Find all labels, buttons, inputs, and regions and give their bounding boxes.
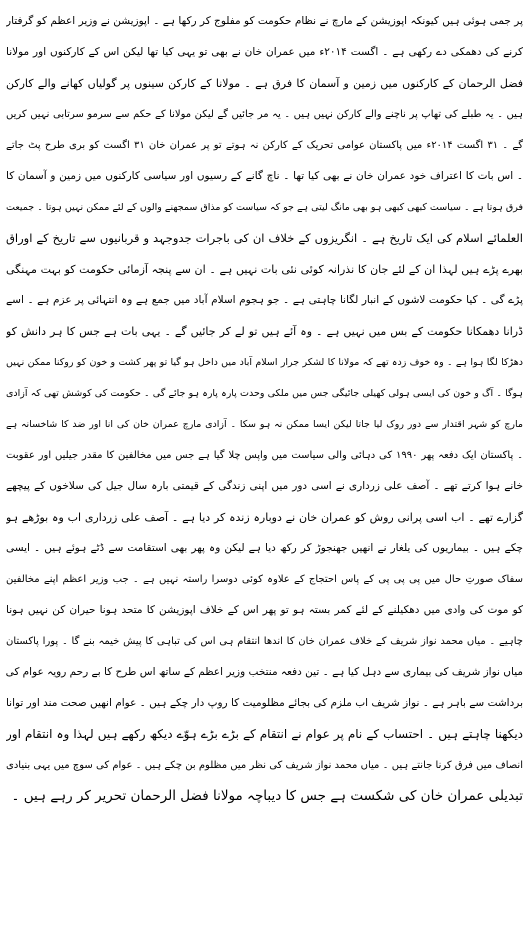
text-line-21: چاہیے ۔ میاں محمد نواز شریف کے خلاف عمران خان کا اندھا انتقام ہی اس کی تباہی کا پیش خیمہ بنے گا ۔ پورا پاکستان [6,636,523,647]
text-line-6: ۔ اس بات کا اعتراف خود عمران خان نے بھی کیا تھا ۔ ناچ گانے کے رسیوں اور سیاسی کارکنوں میں زمین و آسمان کا [6,170,523,182]
text-line-23: برداشت سے باہر ہے ۔ نواز شریف اب ملزم کی بجائے مظلومیت کا روپ دار چکے ہیں ۔ عوام انھیں صحت مند اور توانا [6,697,523,709]
text-line-18: چکے ہیں ۔ بیماریوں کی یلغار نے انھیں جھنجوڑ کر رکھ دیا ہے لیکن وہ پھر بھی استقامت سے ڈٹے ہوئے ہیں ۔ ایسی [6,542,523,554]
text-line-24: دیکھنا چاہتے ہیں ۔ احتساب کے نام پر عوام نے انتقام کے بڑے بڑے ہوّے دیکھ رکھے ہیں لہذا وہ انتقام اور [6,727,523,741]
text-line-22: میاں نواز شریف کی بیماری سے دہل کیا ہے ۔ تین دفعہ منتخب وزیر اعظم کے ساتھ اس طرح کا بے رحم رویہ عوام کی [6,666,523,678]
text-line-19: سفاک صورتِ حال میں پی پی پی کے پاس احتجاج کے علاوہ کوئی دوسرا راستہ نہیں ہے ۔ جب وزیر اعظم اپنے مخالفین [6,574,523,585]
text-line-3: فضل الرحمان کے کارکنوں میں زمین و آسمان کا فرق ہے ۔ مولانا کے کارکن سینوں پر گولیاں کھانے والے کارکن [6,77,523,90]
text-line-2: کرنے کی دھمکی دے رکھی ہے ۔ اگست ۲۰۱۴ء میں عمران خان نے بھی تو یہی کیا تھا لیکن اس کے کارکنوں اور مولانا [6,46,523,58]
text-line-7: فرق ہوتا ہے ۔ سیاست کبھی کبھی ہو بھی مانگ لیتی ہے جو کہ سیاست کو مذاق سمجھنے والوں کے لئے ممکن نہیں ہوتا ۔ جمیعت [6,202,523,213]
text-line-15: ۔ پاکستان ایک دفعہ پھر ۱۹۹۰ کی دہائی والی سیاست میں واپس چلا گیا ہے جس میں مخالفین کا مقدر جیلیں اور عقوبت [6,450,523,461]
text-line-16: خانے ہوا کرتے تھے ۔ آصف علی زرداری نے اسی دور میں اپنی زندگی کے قیمتی بارہ سال جیل کی سلاخوں کے پیچھے [6,480,523,492]
text-line-1: پر جمی ہوئی ہیں کیونکہ اپوزیشن کے مارچ نے نظام حکومت کو مفلوج کر رکھا ہے ۔ اپوزیشن نے وزیر اعظم کو گرفتار [6,15,523,27]
text-line-11: ڈرانا دھمکانا حکومت کے بس میں نہیں ہے ۔ وہ آئے ہیں تو لے کر جائیں گے ۔ یہی بات ہے جس کا ہر دانش کو [6,325,523,338]
text-line-14: مارچ کو شہر اقتدار سے دور روک لیا جاتا لیکن ایسا ممکن نہ ہو سکا ۔ آزادی مارچ عمران خان کی انا اور ضد کا شاخسانہ ہے [6,419,523,430]
text-line-13: ہوگا ۔ آگ و خون کی ایسی ہولی کھیلی جائیگی جس میں ملکی وحدت پارہ پارہ ہو جائے گی ۔ حکومت کی کوشش تھی کہ آزادی [6,388,523,399]
text-line-5: گے ۔ ۳۱ اگست ۲۰۱۴ء میں پاکستان عوامی تحریک کے کارکن نہ ہوتے تو پر عمران خان ۳۱ اگست کو بری طرح پٹ جاتے [6,140,523,151]
text-line-12: دھڑکا لگا ہوا ہے ۔ وہ خوف زدہ تھے کہ مولانا کا لشکر جرار اسلام آباد میں داخل ہو گیا تو پھر کشت و خون کو روکنا ممکن نہیں [6,357,523,368]
text-line-8: العلمائے اسلام کی ایک تاریخ ہے ۔ انگریزوں کے خلاف ان کی باجرات جدوجہد و قربانیوں سے تاریخ کے اوراق [6,231,523,245]
text-line-26: تبدیلی عمران خان کی شکست ہے جس کا دیباچہ مولانا فضل الرحمان تحریر کر رہے ہیں ۔ [11,788,523,804]
text-line-17: گزارے تھے ۔ اب اسی پرانی روش کو عمران خان نے دوبارہ زندہ کر دیا ہے ۔ آصف علی زرداری اب وہ بوڑھے ہو [6,511,523,524]
text-line-20: کو موت کی وادی میں دھکیلنے کے لئے کمر بستہ ہو تو پھر اس کے خلاف اپوزیشن کا متحد ہونا حیران کن نہیں ہونا [6,604,523,616]
text-line-9: بھرے پڑے ہیں لہذا ان کے لئے جان کا نذرانہ کوئی نئی بات نہیں ہے ۔ ان سے پنجہ آزمائی حکومت کو بہت مہنگی [6,263,523,276]
text-line-4: ہیں ۔ یہ طبلے کی تھاپ پر ناچنے والے کارکن نہیں ہیں ۔ یہ مر جائیں گے لیکن مولانا کے حکم سے سرمو سرتابی نہیں کریں [6,109,523,120]
text-line-25: انصاف میں فرق کرنا جانتے ہیں ۔ میاں محمد نواز شریف کی نظر میں مظلوم بن چکے ہیں ۔ عوام کی سوچ میں یہی بنیادی [6,760,523,771]
text-line-10: پڑے گی ۔ کیا حکومت لاشوں کے انبار لگانا چاہتی ہے ۔ جو ہجوم اسلام آباد میں جمع ہے وہ انتہائی پر عزم ہے ۔ اسے [6,294,523,306]
